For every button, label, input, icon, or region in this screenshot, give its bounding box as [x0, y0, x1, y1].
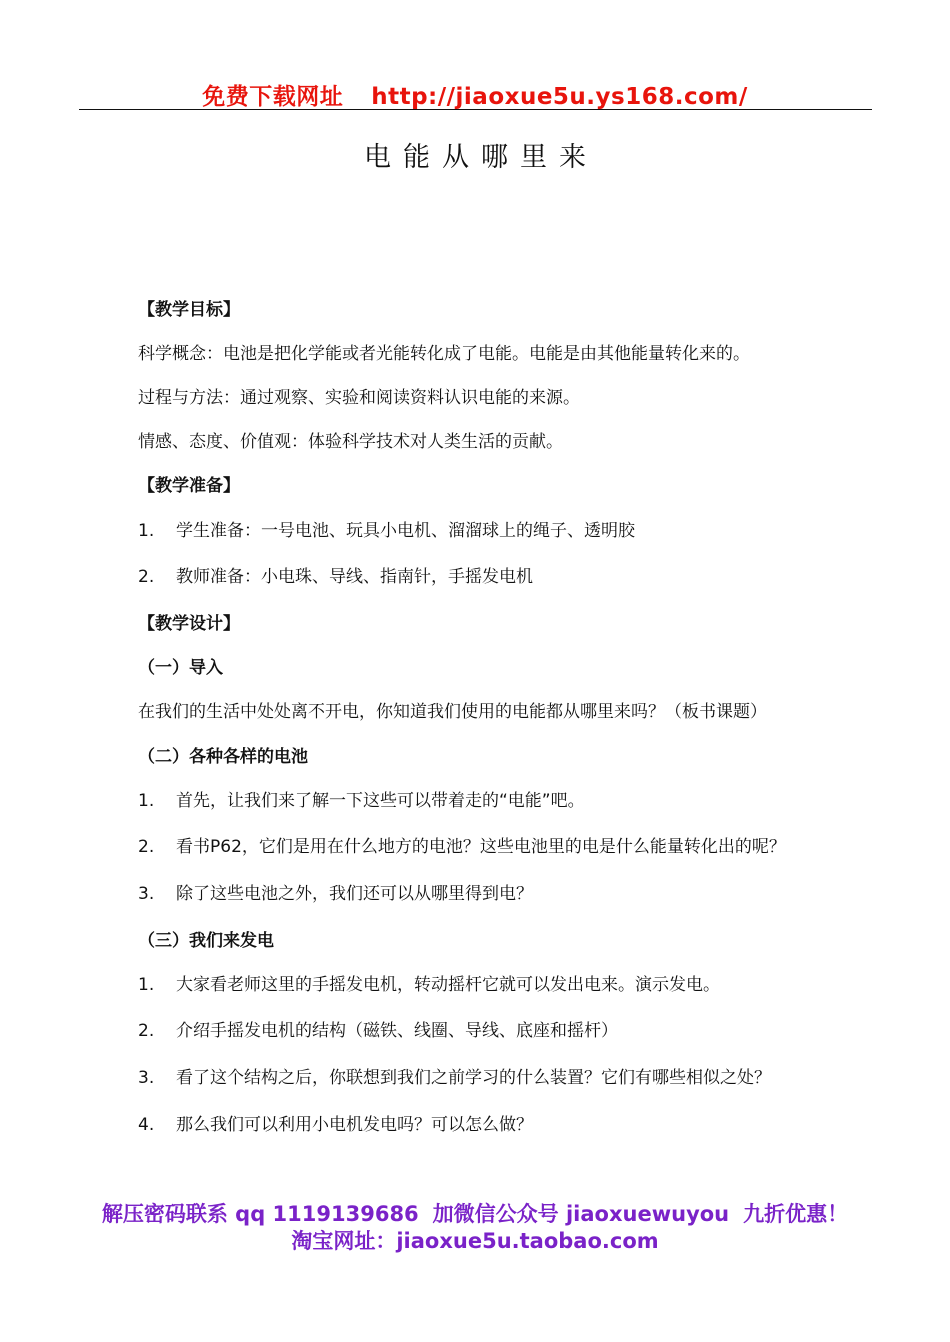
footer-contact: 解压密码联系 qq 1119139686	[101, 1202, 419, 1226]
list-item	[138, 519, 635, 543]
subsection-heading: （一）导入	[138, 658, 223, 678]
list-number: 2.	[138, 1021, 155, 1041]
list-item	[138, 973, 720, 997]
list-number: 2.	[138, 837, 155, 857]
list-number: 2.	[138, 567, 155, 587]
list-text: 除了这些电池之外，我们还可以从哪里得到电？	[176, 884, 533, 904]
list-number: 1.	[138, 791, 155, 811]
list-text: 介绍手摇发电机的结构（磁铁、线圈、导线、底座和摇杆）	[176, 1021, 618, 1041]
header-url-link[interactable]: http://jiaoxue5u.ys168.com/	[371, 84, 748, 110]
list-number: 4.	[138, 1115, 155, 1135]
list-text: 首先，让我们来了解一下这些可以带着走的“电能”吧。	[176, 791, 585, 811]
paragraph: 在我们的生活中处处离不开电，你知道我们使用的电能都从哪里来吗？（板书课题）	[138, 702, 767, 722]
list-text: 看书P62，它们是用在什么地方的电池？这些电池里的电是什么能量转化出的呢？	[176, 837, 786, 857]
list-item	[138, 1019, 618, 1043]
header-divider	[79, 109, 872, 110]
list-number: 1.	[138, 521, 155, 541]
objective-line: 情感、态度、价值观：体验科学技术对人类生活的贡献。	[138, 432, 563, 452]
list-text: 看了这个结构之后，你联想到我们之前学习的什么装置？它们有哪些相似之处？	[176, 1068, 771, 1088]
list-number: 3.	[138, 1068, 155, 1088]
footer-wechat: 加微信公众号 jiaoxuewuyou	[432, 1202, 730, 1226]
list-item	[138, 1066, 771, 1090]
subsection-heading: （二）各种各样的电池	[138, 747, 308, 767]
page-title: 电能从哪里来	[364, 142, 598, 173]
list-item	[138, 1113, 533, 1137]
list-text: 大家看老师这里的手摇发电机，转动摇杆它就可以发出电来。演示发电。	[176, 975, 720, 995]
list-text: 学生准备：一号电池、玩具小电机、溜溜球上的绳子、透明胶	[176, 521, 635, 541]
subsection-heading: （三）我们来发电	[138, 931, 274, 951]
list-text: 那么我们可以利用小电机发电吗？可以怎么做？	[176, 1115, 533, 1135]
header-banner	[0, 78, 950, 111]
footer-taobao-link[interactable]: 淘宝网址：jiaoxue5u.taobao.com	[291, 1229, 659, 1253]
list-text: 教师准备：小电珠、导线、指南针，手摇发电机	[176, 567, 533, 587]
section-heading-preparation: 【教学准备】	[138, 476, 240, 496]
list-item	[138, 882, 533, 906]
footer-discount: 九折优惠！	[743, 1202, 849, 1226]
list-number: 1.	[138, 975, 155, 995]
list-item	[138, 789, 585, 813]
list-item	[138, 835, 786, 859]
footer-promo	[0, 1198, 950, 1228]
header-label: 免费下载网址	[202, 84, 344, 110]
list-number: 3.	[138, 884, 155, 904]
section-heading-design: 【教学设计】	[138, 614, 240, 634]
objective-line: 过程与方法：通过观察、实验和阅读资料认识电能的来源。	[138, 388, 580, 408]
section-heading-objectives: 【教学目标】	[138, 300, 240, 320]
list-item	[138, 565, 533, 589]
objective-line: 科学概念：电池是把化学能或者光能转化成了电能。电能是由其他能量转化来的。	[138, 344, 750, 364]
